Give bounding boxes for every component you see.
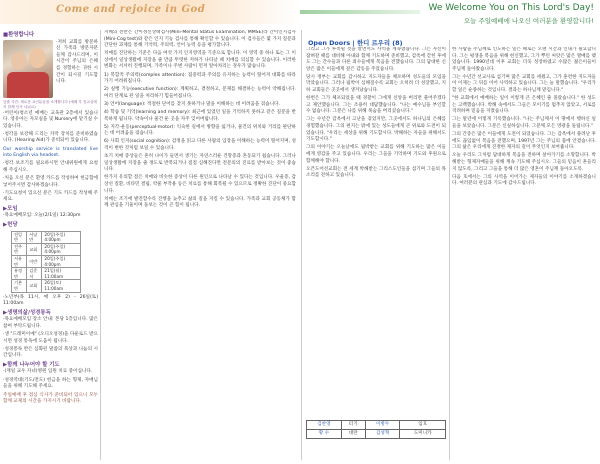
- open-doors-column: [306, 47, 446, 417]
- table-row: 유정반 김준서 21일(월) 11:00am: [12, 268, 81, 280]
- article-paragraph: 3) 언어(language): 적절한 단어를 찾지 못하거나 말을 이해하는 데 어려움을 겪습니다.: [104, 101, 280, 107]
- prayer-line-1: ·(재일 교우 자녀)병원 입원 치료 중이십니다.: [3, 369, 93, 375]
- table-row: 서유반 이반 20일(주일) 4:00pm: [12, 255, 81, 267]
- table-row: 김찬영 터기 이병두 임호: [307, 421, 446, 430]
- article-paragraph: 치매는 조기에 발견할수록 진행을 늦추고 삶의 질을 지킬 수 있습니다. 가족과 교회 공동체가 함께 관심을 기울이며 돌보는 것이 큰 힘이 됩니다.: [104, 196, 296, 209]
- welcome-heading: ■환영합니다: [3, 32, 35, 38]
- welcome-intro: ·저희 교회를 방문하신 가족과 방문자분들께 감사드리며, 이 시간이 주님의 은혜를 경험하는 귀한 시간이 되시길 기도합니다.: [56, 39, 98, 85]
- header-right-subtitle: 오늘 주일예배에 나오신 여러분을 환영합니다!: [463, 17, 594, 25]
- schedule-table: [11, 231, 81, 293]
- birthday-note: ·목요예배모임 장소 안내: 본당 1층입니다. 많은 참여 부탁드립니다.: [3, 317, 98, 329]
- photo-caption: 앞줄 사진: 새로운 교인분들을 소개합니다 (예배 후 친교실에서 함께 인사 나눠요): [3, 99, 97, 109]
- header-right-title: We Welcome You on This Lord's Day!: [428, 3, 594, 13]
- note-1: ·어린이/청소년 예배는 교육관 2층에서 있습니다. 영유아는 자모실을 및 Nursery에 맡기실 수 있습니다.: [3, 110, 98, 129]
- article-paragraph: 1) 복합적 주의력(complex attention): 집중력과 주의를 유지하는 능력이 떨어져 대화를 따라가기 어려워집니다.: [104, 72, 296, 85]
- english-note: Our worship service is translated live into English via headset.: [3, 146, 98, 159]
- prayer-heading: ▶함께 나누어야 할 기도: [3, 361, 60, 368]
- missionary-table: [306, 420, 446, 439]
- prayer-line-2: ·성경역대(기도/전도) 헌금을 하는 형제, 자매님들을 위해 기도해 주세요.: [3, 377, 98, 390]
- gather-heading: ▶모임: [3, 205, 18, 212]
- note-5: ·기도요청이 있으신 분은 기도 카드를 작성해 주세요.: [3, 190, 98, 203]
- offering-note: ·노년부(목 11시, 매 오후 2) - 26일(토) 11:00am: [3, 294, 98, 307]
- story-paragraph: "한 교회에서 예배하는 일이 이렇게 큰 은혜인 줄 몰랐습니다." 한 성도는 고백했습니다. 박해 속에서도 그들은 모이기를 멈추지 않았고, 서로를 격려하며 믿음을 지켰습니다.: [452, 96, 596, 115]
- header-banner-left: [0, 0, 300, 24]
- table-row: 전일반 서남반 20일(주일) 4:00pm: [12, 231, 81, 243]
- article-paragraph: 6) 사회 인지(social cognition): 감정을 읽고 다른 사람의 입장을 이해하는 능력이 떨어지며, 성격이 변한 것처럼 보일 수 있습니다.: [104, 139, 296, 151]
- column-divider: [449, 40, 450, 460]
- birthday-heading: ▶생명의삶/성경통독: [3, 309, 51, 316]
- column-divider: [100, 30, 101, 460]
- story-paragraph: 그는 수년간 선교사로 섬기며 많은 교회를 세웠고, 그가 훈련한 지도자들이 이제는 그 뒤를 이어 사역하고 있습니다. 그는 늘 말했습니다. "우리가 할 일은 순종하는 것입니다. 결과는 하나님께 맡깁니다.": [452, 74, 596, 94]
- table-row: 황 수 대란 김성혁 도미니카: [307, 430, 446, 439]
- story-paragraph: 그는 수년간 감옥에서 고난을 겪었지만, 그곳에서도 하나님의 은혜를 경험했습니다. 그의 편지는 밖에 있는 성도들에게 큰 위로와 도전이 되었습니다. "우리는 세상을 위해 기도합시다. 박해하는 자들을 위해서도 기도합시다.": [306, 117, 446, 143]
- health-article-column: [104, 30, 296, 460]
- article-paragraph: 4) 학습 및 기억(learning and memory): 최근에 있었던 일을 기억하지 못하고 같은 질문을 반복하게 됩니다. 약속이나 물건 둔 곳을 자주 잊어버립니다.: [104, 110, 296, 122]
- story-paragraph: 한 사람을 주님께로 인도하는 일은 때로는 오랜 시간과 인내가 필요합니다. 그는 평생을 복음을 위해 헌신했고, 그가 뿌린 씨앗은 많은 열매를 맺었습니다. 1990년대 이후 교회는 더욱 성장하였고 수많은 젊은이들이 주님께 돌아왔습니다.: [452, 47, 596, 72]
- story-paragraph: 그는 말년에 이렇게 기록했습니다. "나는 주님께서 이 땅에서 행하신 일들을 보았습니다. 그분은 신실하십니다. 그분께 모든 영광을 돌립니다.": [452, 117, 596, 130]
- offering-heading: ▶헌당: [3, 222, 18, 228]
- closing-note: 주일예배 후 점심 식사가 준비되어 있으니 모두 함께 교제의 시간을 가지시기 바랍니다.: [3, 392, 98, 405]
- article-paragraph: 한가지 유의할 점은 치매와 비슷한 증상이 다른 원인으로 나타날 수 있다는 것입니다. 우울증, 갑상선 질환, 비타민 결핍, 약물 부작용 등은 치료를 통해 회복될 수 있으므로 정확한 진단이 중요합니다.: [104, 175, 296, 194]
- header-decoration: [300, 10, 420, 14]
- story-paragraph: 한번은 그가 체포되었을 때 경찰이 그에게 신앙을 버리면 풀어주겠다고 제안했습니다. 그는 조용히 대답했습니다. "나는 예수님을 부인할 수 없습니다. 그분은 나를 위해 목숨을 버리셨습니다.": [306, 96, 446, 115]
- note-4: ·처음 오신 분은 환영 카드를 작성하여 헌금함에 넣어주시면 감사하겠습니다.: [3, 175, 98, 188]
- note-2: ·청각을 보강해 드리는 자막 장치를 준비하였습니다. (Hearing Aid)가 준비되어 있습니다.: [3, 131, 98, 144]
- article-paragraph: 초기 치매 증상들은 흔히 나이가 들면서 생기는 자연스러운 건망증과 혼동되기 쉽습니다. 그러나 일상생활에 지장을 줄 정도로 반복되거나 점점 심해진다면 전문의의 진료를 받아보는 것이 좋습니다.: [104, 154, 296, 173]
- header-left-title: Come and rejoice in God: [56, 4, 206, 15]
- story-paragraph: 그리고 그가 투옥될 것을 알면서도 사역을 계속했습니다. 그는 자신이 잡혀갈 때를 대비해 아내와 함께 기도하며 준비했고, 감옥에 갇힌 후에도 그는 간수들과 다른 죄수들에게 복음을 전했습니다. 그의 담대한 신앙은 많은 이들에게 깊은 감동을 주었습니다.: [306, 47, 446, 72]
- note-3: ·청각 보조기를 필요하시면 안내위원에게 요청해 주십시오.: [3, 161, 98, 173]
- story-paragraph: 당시 정부는 교회를 감시하고 지도자들을 체포하며 성도들의 모임을 막았습니다. 그러나 핍박이 심해질수록 교회는 오히려 더 성장했고, 지하 교회들은 곳곳에서 생겨났습니다.: [306, 74, 446, 94]
- article-paragraph: 5) 지각-운동(perceptual-motor): 익숙한 길에서 방향을 잃거나, 물건의 위치와 거리를 판단하는 데 어려움을 겪습니다.: [104, 124, 296, 137]
- article-paragraph: 지혜의 전반은 간이정신상태검사(Mini-Mental Status Examination, MMSE)라 간이인지검사(Mini-Cog test)와 같은 인지 기능 검사를 통해 확인할 수 있습니다. 이 검사들은 몇 가지 질문과 간단한 과제를 통해 기억력, 주의력, 언어 능력 등을 평가합니다.: [104, 30, 296, 49]
- table-row: 전주반 교회 20일(주일) 4:00pm: [12, 243, 81, 255]
- open-doors-continued-column: [452, 47, 596, 461]
- story-paragraph: 다음 호에서는 그의 사역을 이어가는 제자들의 이야기를 소개하겠습니다. 여러분의 관심과 기도에 감사드립니다.: [452, 174, 596, 187]
- table-row: 기본반 교회 26일(토) 11:00am: [12, 280, 81, 292]
- announcements-column: [3, 30, 98, 460]
- open-doors-title: Open Doors | 한디 르우리 (8): [308, 39, 403, 47]
- header-banner-right: [300, 0, 600, 34]
- event-note: ·생 "드레미이예" (오디오성경)을 다운로드 받으시면 성경 통독에 도움이 됩니다.: [3, 332, 98, 344]
- couple-photo: [3, 40, 53, 98]
- story-paragraph: 그의 간증은 많은 이들에게 도전이 되었습니다. 그는 감옥에서 풀려난 후에도 끊임없이 복음을 전했으며, 1997년 그는 주님의 품에 안겼습니다. 그의 삶은 우리에게 진정한 제자의 길이 무엇인지 보여줍니다.: [452, 132, 596, 151]
- story-paragraph: 그의 이야기는 오늘날에도 핍박받는 교회를 위해 기도하는 많은 이들에게 영감을 주고 있습니다. 우리는 그들을 기억하며 기도와 후원으로 함께해야 합니다.: [306, 145, 446, 164]
- story-paragraph: 오늘 우리도 그처럼 담대하게 복음을 전하며 살아가기를 소망합니다. 박해받는 형제자매들을 위해 계속 기도해 주십시오. 그들의 믿음이 흔들리지 않도록, 그리고 그들을 통해 더 많은 영혼이 주님께 돌아오도록.: [452, 153, 596, 172]
- article-paragraph: 2) 실행 기능(executive function): 계획하고, 결정하고, 문제를 해결하는 능력이 약해집니다. 여러 단계로 된 일을 처리하기 힘들어집니다.: [104, 87, 296, 99]
- event-note-2: ·성경통독 반은 심화된 말씀의 묵상과 나눔의 시간입니다.: [3, 346, 98, 359]
- article-paragraph: 치매를 진단하는 기준은 다음 여섯 가지 인지영역을 기준으로 합니다. 이 영역 중 하나 또는 그 이상에서 일상생활에 지장을 줄 만큼 뚜렷한 저하가 나타날 때 치매를 의심할 수 있습니다. 이러한 변화는 서서히 진행되며, 가족이나 주변 사람이 먼저 알아차리는 경우가 많습니다.: [104, 51, 296, 70]
- story-paragraph: 오픈도어선교회는 전 세계 박해받는 그리스도인들을 섬기며 그들의 목소리를 전하고 있습니다.: [306, 166, 446, 179]
- page-divider: [301, 30, 302, 460]
- gather-line: ·목요예배모임: 오늘(2/1일) 12:30pm: [3, 213, 81, 219]
